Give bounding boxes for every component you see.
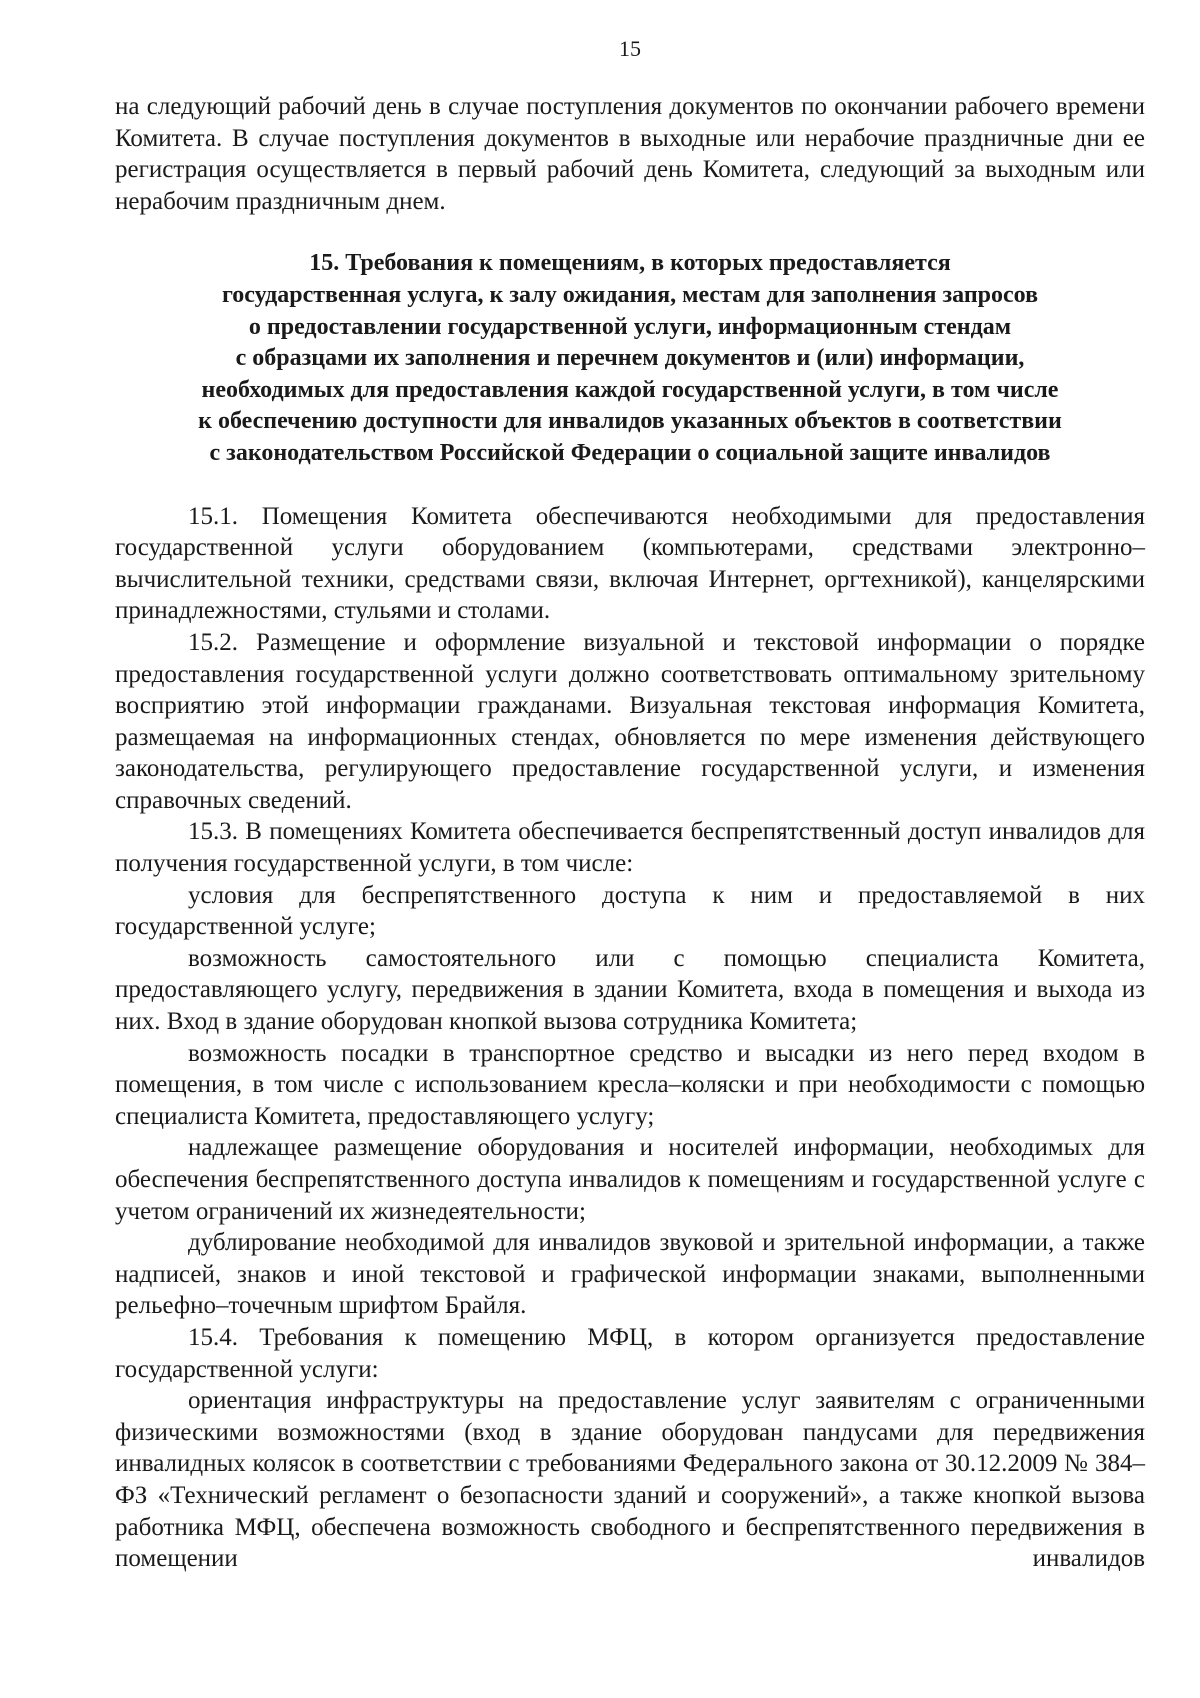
section-heading-line: с образцами их заполнения и перечнем документов и (или) информации, [235,345,1025,372]
paragraph-15-4: 15.4. Требования к помещению МФЦ, в котором организуется предоставление государственной услуги: [115,1323,1145,1383]
list-item-equipment-placement: надлежащее размещение оборудования и носителей информации, необходимых для обеспечения беспрепятственного доступа инвалидов к помещениям и государственной услуге с учетом ограничений их жизнедеятельности; [115,1134,1145,1225]
list-item-access-conditions: условия для беспрепятственного доступа к ним и предоставляемой в них государственной услуге; [115,881,1145,941]
list-item-braille-duplication: дублирование необходимой для инвалидов звуковой и зрительной информации, а также надписей, знаков и иной текстовой и графической информации знаками, выполненными рельефно–точечным шрифтом Брайля. [115,1229,1145,1320]
list-item-transport-boarding: возможность посадки в транспортное средство и высадки из него перед входом в помещения, в том числе с использованием кресла–коляски и при необходимости с помощью специалиста Комитета, предоставляющего услугу; [115,1039,1145,1130]
page-number: 15 [619,36,641,61]
section-heading-line: 15. Требования к помещениям, в которых предоставляется [309,250,951,277]
list-item-independent-movement: возможность самостоятельного или с помощью специалиста Комитета, предоставляющего услугу, передвижения в здании Комитета, входа в помещения и выхода из них. Вход в здание оборудован кнопкой вызова сотрудника Комитета; [115,944,1145,1036]
section-heading-line: к обеспечению доступности для инвалидов указанных объектов в соответствии [198,408,1062,435]
section-heading-line: необходимых для предоставления каждой государственной услуги, в том числе [201,376,1059,403]
section-heading-line: о предоставлении государственной услуги, информационным стендам [248,313,1012,340]
section-heading-line: с законодательством Российской Федерации о социальной защите инвалидов [209,439,1051,466]
document-page [115,34,1145,1575]
paragraph-15-3: 15.3. В помещениях Комитета обеспечивается беспрепятственный доступ инвалидов для получения государственной услуги, в том числе: [115,818,1145,878]
paragraph-15-2: 15.2. Размещение и оформление визуальной и текстовой информации о порядке предоставления государственной услуги должно соответствовать оптимальному зрительному восприятию этой информации гражданами. Визуальная текстовая информация Комитета, размещаемая на информационных стендах, обновляется по мере изменения действующего законодательства, регулирующего предоставление государственной услуги, и изменения справочных сведений. [115,628,1145,814]
paragraph-15-1: 15.1. Помещения Комитета обеспечиваются необходимыми для предоставления государственной услуги оборудованием (компьютерами, средствами электронно–вычислительной техники, средствами связи, включая Интернет, оргтехникой), канцелярскими принадлежностями, стульями и столами. [115,502,1145,625]
list-item-infrastructure-orientation: ориентация инфраструктуры на предоставление услуг заявителям с ограниченными физическими возможностями (вход в здание оборудован пандусами для передвижения инвалидных колясок в соответствии с требованиями Федерального закона от 30.12.2009 № 384–ФЗ «Технический регламент о безопасности зданий и сооружений», а также кнопкой вызова работника МФЦ, обеспечена возможность свободного и беспрепятственного передвижения в помещении инвалидов [115,1387,1145,1573]
section-heading-line: государственная услуга, к залу ожидания, местам для заполнения запросов [221,281,1039,308]
intro-paragraph: на следующий рабочий день в случае поступления документов по окончании рабочего времени Комитета. В случае поступления документов в выходные или нерабочие праздничные дни ее регистрация осуществляется в первый рабочий день Комитета, следующий за выходным или нерабочим праздничным днем. [115,93,1145,215]
section-heading [115,248,1145,469]
